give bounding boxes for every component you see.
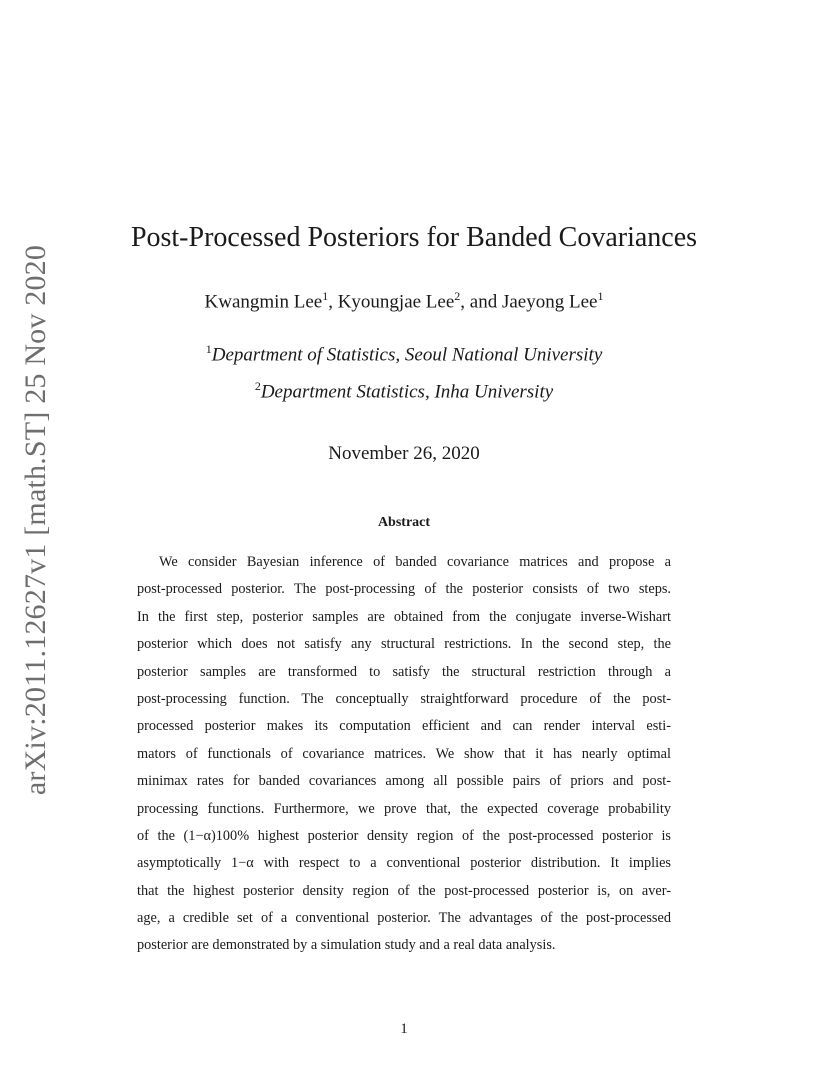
author-separator: , and	[460, 291, 502, 313]
affiliation-text: Department Statistics, Inha University	[260, 381, 554, 403]
author-name: Jaeyong Lee	[501, 291, 598, 313]
affiliation	[0, 342, 808, 366]
author-list	[0, 289, 808, 313]
paper-title: Post-Processed Posteriors for Banded Covariances	[130, 222, 698, 253]
author-name: Kwangmin Lee	[204, 291, 323, 313]
abstract-line: post-processed posterior. The post-processing of the posterior consists of two steps.	[137, 581, 671, 598]
abstract-line: processing functions. Furthermore, we prove that, the expected coverage probability	[137, 800, 671, 817]
publication-date: November 26, 2020	[328, 443, 480, 464]
abstract-line: posterior are demonstrated by a simulation study and a real data analysis.	[137, 937, 556, 954]
affiliation-text: Department of Statistics, Seoul National University	[211, 344, 603, 366]
affiliation-marker: 1	[205, 342, 212, 356]
affiliation-marker: 2	[254, 379, 261, 393]
abstract-line: We consider Bayesian inference of banded covariance matrices and propose a	[159, 554, 671, 570]
abstract-line: processed posterior makes its computation efficient and can render interval esti-	[137, 718, 671, 735]
abstract-line: minimax rates for banded covariances among all possible pairs of priors and post-	[137, 773, 671, 790]
abstract-line: mators of functionals of covariance matrices. We show that it has nearly optimal	[137, 745, 671, 762]
abstract-line: posterior samples are transformed to satisfy the structural restriction through a	[137, 663, 671, 680]
arxiv-identifier-stamp: arXiv:2011.12627v1 [math.ST] 25 Nov 2020	[19, 244, 52, 796]
abstract-line: In the first step, posterior samples are obtained from the conjugate inverse-Wishart	[137, 608, 671, 625]
abstract-line: asymptotically 1−α with respect to a conventional posterior distribution. It implies	[137, 855, 671, 872]
abstract-line: of the (1−α)100% highest posterior density region of the post-processed posterior is	[137, 827, 671, 844]
abstract-line: posterior which does not satisfy any structural restrictions. In the second step, the	[137, 636, 671, 653]
page-number: 1	[400, 1021, 408, 1037]
affiliation-marker: 1	[597, 289, 604, 303]
abstract-heading: Abstract	[377, 515, 431, 530]
abstract-line: post-processing function. The conceptually straightforward procedure of the post-	[137, 690, 671, 707]
author-separator: ,	[328, 291, 338, 313]
affiliation-marker: 1	[322, 289, 329, 303]
abstract-line: that the highest posterior density region of the post-processed posterior is, on aver-	[137, 882, 671, 899]
author-name: Kyoungjae Lee	[337, 291, 455, 313]
abstract-line: age, a credible set of a conventional posterior. The advantages of the post-processed	[137, 910, 671, 927]
abstract-body	[137, 549, 671, 960]
affiliation	[0, 379, 808, 403]
affiliation-marker: 2	[454, 289, 461, 303]
